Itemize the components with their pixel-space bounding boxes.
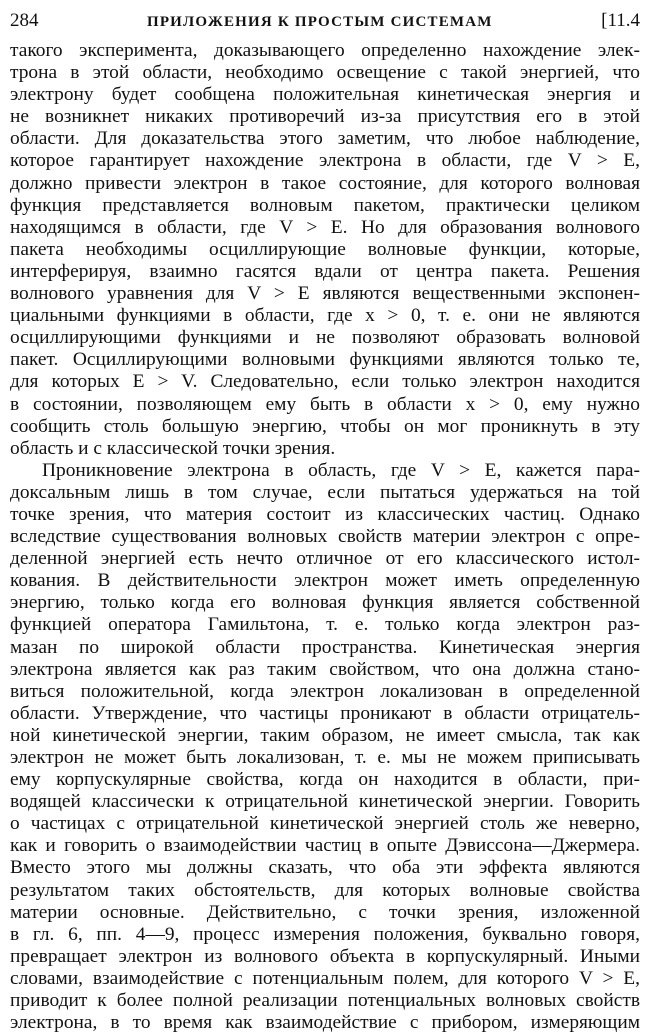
text-line: интерферируя, взаимно гасятся вдали от центра пакета. Решения (10, 260, 640, 282)
text-line: находящимся в области, где V > E. Но для образования волнового (10, 216, 640, 238)
text-line: приводит к более полной реализации потенциальных волновых свойств (10, 990, 640, 1012)
text-line: не возникнет никаких противоречий из-за присутствия его в этой (10, 106, 640, 128)
page-header (10, 10, 640, 40)
text-line: превращает электрон из волнового объекта в корпускулярный. Иными (10, 945, 640, 967)
paragraph (10, 40, 640, 460)
page-number: 284 (10, 10, 39, 31)
text-line: энергию, только когда его волновая функция является собственной (10, 592, 640, 614)
text-line: для которых E > V. Следовательно, если только электрон находится (10, 371, 640, 393)
text-line: пакет. Осциллирующими волновыми функциями являются только те, (10, 349, 640, 371)
text-line: электрона, в то время как взаимодействие с прибором, измеряющим (10, 1012, 640, 1034)
text-line: вследствие существования волновых свойств материи электрон с опре- (10, 526, 640, 548)
paragraph (10, 460, 640, 1034)
text-line: о частицах с отрицательной кинетической энергией столь же неверно, (10, 813, 640, 835)
text-line: как и говорить о взаимодействии частиц в опыте Дэвиссона—Джермера. (10, 835, 640, 857)
text-line: результатом таких обстоятельств, для которых волновые свойства (10, 879, 640, 901)
text-line: деленной энергией есть нечто отличное от его классического истол- (10, 548, 640, 570)
text-line: функция представляется волновым пакетом, практически целиком (10, 194, 640, 216)
text-line: водящей классически к отрицательной кинетической энергии. Говорить (10, 791, 640, 813)
text-line: электрона является как раз таким свойством, что она должна стано- (10, 658, 640, 680)
text-line: электрон не может быть локализован, т. е. мы не можем приписывать (10, 747, 640, 768)
text-line: мазан по широкой области пространства. Кинетическая энергия (10, 636, 640, 658)
text-line: пакета необходимы осциллирующие волновые функции, которые, (10, 238, 640, 260)
text-line: точке зрения, что материя состоит из классических частиц. Однако (10, 503, 640, 525)
text-line: ной кинетической энергии, таким образом, не имеет смысла, так как (10, 724, 640, 746)
text-line: кования. В действительности электрон может иметь определенную (10, 570, 640, 592)
text-line: области. Для доказательства этого заметим, что любое наблюдение, (10, 128, 640, 150)
text-line: электрону будет сообщена положительная кинетическая энергия и (10, 84, 640, 106)
text-line: область и с классической точки зрения. (10, 437, 336, 459)
text-line: области. Утверждение, что частицы проникают в области отрицатель- (10, 702, 640, 724)
text-line: трона в этой области, необходимо освещение с такой энергией, что (10, 62, 640, 84)
section-number: [11.4 (601, 10, 640, 31)
text-line: волнового уравнения для V > E являются вещественными экспонен- (10, 283, 640, 305)
text-line: функцией оператора Гамильтона, т. е. только когда электрон раз- (10, 614, 640, 636)
text-line: которое гарантирует нахождение электрона в области, где V > E, (10, 150, 640, 172)
text-line: ему корпускулярные свойства, когда он находится в области, при- (10, 769, 640, 791)
text-line: материи основные. Действительно, с точки зрения, изложенной (10, 901, 640, 923)
text-line: Проникновение электрона в область, где V > E, кажется пара- (42, 459, 640, 481)
running-title: ПРИЛОЖЕНИЯ К ПРОСТЫМ СИСТЕМАМ (146, 14, 493, 30)
text-line: в состоянии, позволяющем ему быть в области x > 0, ему нужно (10, 393, 640, 415)
text-line: Вместо этого мы должны сказать, что оба эти эффекта являются (10, 857, 640, 879)
text-line: виться положительной, когда электрон локализован в определенной (10, 680, 640, 702)
text-line: должно привести электрон в такое состояние, для которого волновая (10, 172, 640, 194)
text-line: циальными функциями в области, где x > 0, т. е. они не являются (10, 305, 640, 327)
text-line: сообщить столь большую энергию, чтобы он мог проникнуть в эту (10, 415, 640, 437)
text-line: такого эксперимента, доказывающего определенно нахождение элек- (10, 40, 640, 61)
text-line: осциллирующими функциями и не позволяют образовать волновой (10, 327, 640, 349)
text-line: словами, взаимодействие с потенциальным полем, для которого V > E, (10, 967, 640, 989)
text-line: доксальным лишь в том случае, если пытаться удержаться на той (10, 481, 640, 503)
text-line: в гл. 6, пп. 4—9, процесс измерения положения, буквально говоря, (10, 923, 640, 945)
body-text (10, 40, 640, 1034)
